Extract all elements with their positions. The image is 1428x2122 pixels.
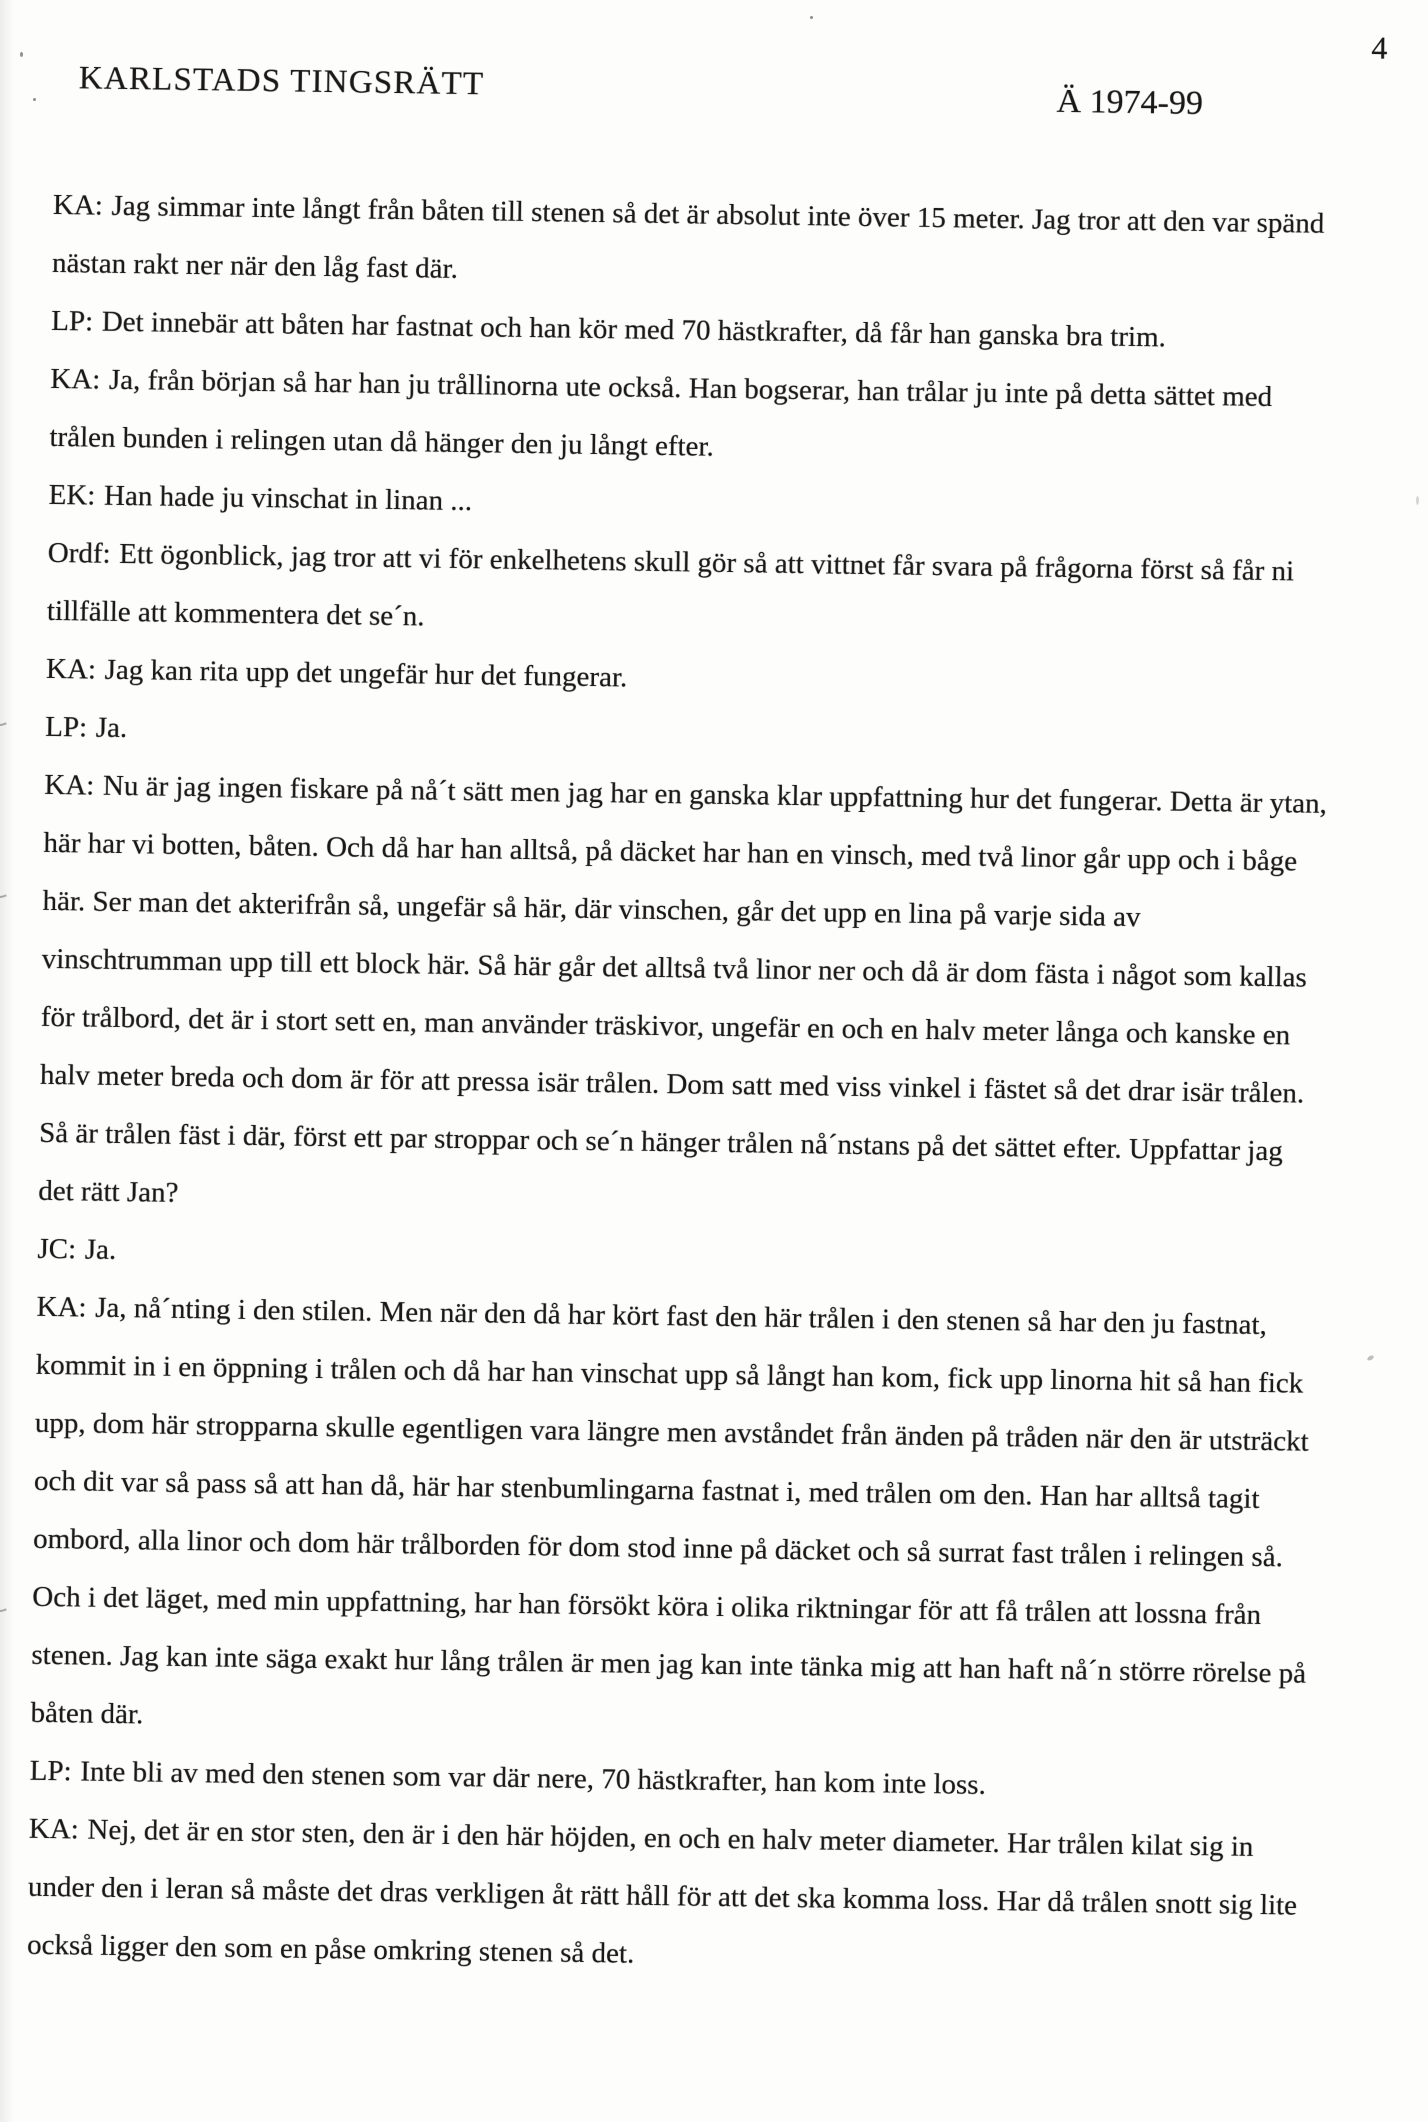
entry-text: Inte bli av med den stenen som var där nere, 70 hästkrafter, han kom inte loss.: [80, 1755, 987, 1801]
speaker-label: JC:: [37, 1232, 77, 1266]
speaker-label: LP:: [51, 304, 94, 338]
speaker-label: LP:: [29, 1754, 72, 1788]
speaker-label: Ordf:: [47, 536, 111, 570]
entry-text: Jag kan rita upp det ungefär hur det fungerar.: [104, 653, 628, 694]
transcript-entry: [30, 1278, 1322, 1761]
speaker-label: KA:: [36, 1290, 87, 1324]
transcript-entry: [47, 524, 1334, 659]
transcript-body: [27, 176, 1339, 1993]
entry-text: Ja, nå´nting i den stilen. Men när den då har kört fast den här trålen i den stenen så har den ju fastnat, kommit in i en öppning i trålen och då har han vinschat upp så långt han kom, fick upp linorna hit så han fick upp, dom här stropparna skulle egentligen vara längre men avståndet från änden på tråden när den är utsträckt och dit var så pass så att han då, här har stenbumlingarna fastnat i, med trålen om den. Han har alltså tagit ombord, alla linor och dom här trålborden för dom stod inne på däcket och så surrat fast trålen i relingen så. Och i det läget, med min uppfattning, har han försökt köra i olika riktningar för att få trålen att lossna från stenen. Jag kan inte säga exakt hur lång trålen är men jag kan inte tänka mig att han haft nå´n större rörelse på båten där.: [30, 1291, 1309, 1731]
court-name: KARLSTADS TINGSRÄTT: [78, 60, 485, 103]
page-number: 4: [1371, 29, 1388, 66]
entry-text: Han hade ju vinschat in linan ...: [103, 479, 473, 518]
entry-text: Nej, det är en stor sten, den är i den här höjden, en och en halv meter diameter. Har trålen kilat sig in under den i leran så måste det dras verkligen åt rätt håll för att det ska komma loss. Har då trålen snott sig lite också ligger den som en påse omkring stenen så det.: [26, 1813, 1298, 1970]
speaker-label: EK:: [48, 478, 96, 512]
entry-text: Det innebär att båten har fastnat och han kör med 70 hästkrafter, då får han ganska bra trim.: [101, 305, 1167, 354]
transcript-entry: [27, 1800, 1314, 1993]
speaker-label: KA:: [44, 768, 95, 802]
transcript-entry: [38, 756, 1330, 1239]
speaker-label: LP:: [44, 710, 88, 744]
entry-text: Ja.: [84, 1233, 117, 1266]
speaker-label: KA:: [50, 362, 101, 396]
entry-text: Ett ögonblick, jag tror att vi för enkelhetens skull gör så att vittnet får svara på frågorna först så får ni tillfälle att kommentera det se´n.: [46, 537, 1295, 633]
transcript-entry: [52, 176, 1339, 311]
case-number: Ä 1974-99: [1056, 82, 1204, 122]
speaker-label: KA:: [52, 188, 104, 222]
entry-text: Ja.: [95, 711, 128, 745]
speaker-label: KA:: [28, 1812, 80, 1846]
speaker-label: KA:: [45, 652, 97, 686]
entry-text: Jag simmar inte långt från båten till stenen så det är absolut inte över 15 meter. Jag tror att den var spänd nästan rakt ner när den låg fast där.: [51, 189, 1325, 285]
entry-text: Ja, från början så har han ju trållinorna ute också. Han bogserar, han trålar ju inte på detta sättet med trålen bunden i relingen utan då hänger den ju långt efter.: [49, 363, 1273, 463]
transcript-entry: [49, 350, 1336, 485]
entry-text: Nu är jag ingen fiskare på nå´t sätt men jag har en ganska klar uppfattning hur det fungerar. Detta är ytan, här har vi botten, båten. Och då har han alltså, på däcket har han en vinsch, med två linor går upp och i båge här. Ser man det akterifrån så, ungefär så här, där vinschen, går det upp en lina på varje sida av vinschtrumman upp till ett block här. Så här går det alltså två linor ner och då är dom fästa i något som kallas för trålbord, det är i stort sett en, man använder träskivor, ungefär en och en halv meter långa och kanske en halv meter breda och dom är för att pressa isär trålen. Dom satt med viss vinkel i fästet så det drar isär trålen. Så är trålen fäst i där, först ett par stroppar och se´n hänger trålen nå´nstans på det sättet efter. Uppfattar jag det rätt Jan?: [38, 769, 1328, 1209]
